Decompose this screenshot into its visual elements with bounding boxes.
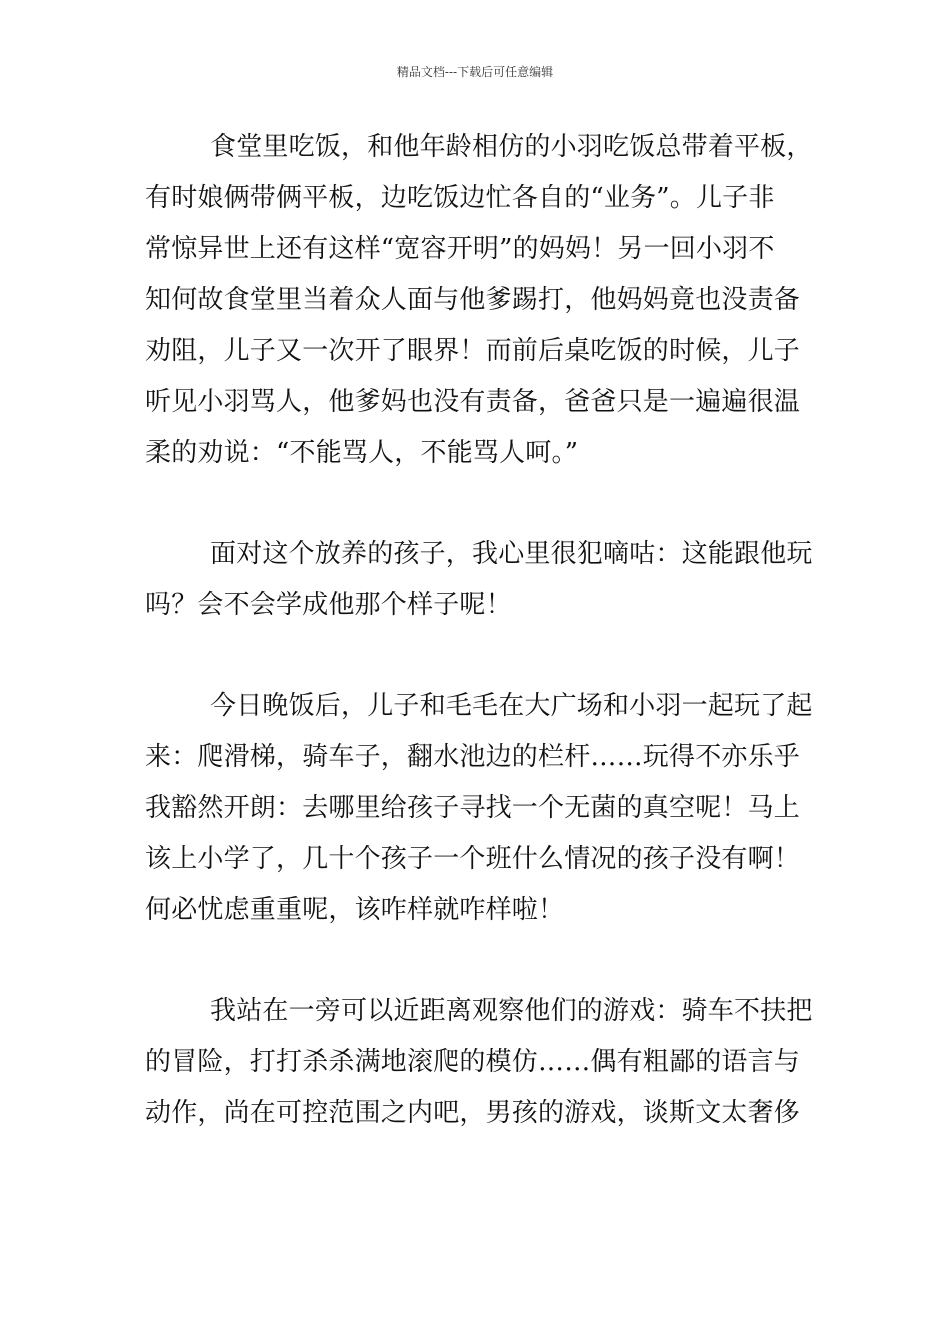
text-line: 的冒险，打打杀杀满地滚爬的模仿……偶有粗鄙的语言与 [145, 1047, 801, 1077]
text-line: 劝阻，儿子又一次开了眼界！而前后桌吃饭的时候，儿子 [145, 336, 801, 366]
page-header: 精品文档---下载后可任意编辑 [396, 65, 554, 79]
paragraph-4 [145, 986, 813, 1139]
text-line: 今日晚饭后，儿子和毛毛在大广场和小羽一起玩了起 [210, 691, 813, 721]
text-line: 食堂里吃饭，和他年龄相仿的小羽吃饭总带着平板， [210, 132, 813, 162]
text-line: 柔的劝说：“不能骂人，不能骂人呵。” [145, 438, 579, 468]
text-line: 动作，尚在可控范围之内吧，男孩的游戏，谈斯文太奢侈 [145, 1098, 801, 1128]
text-line: 知何故食堂里当着众人面与他爹踢打，他妈妈竟也没责备 [145, 285, 801, 315]
text-line: 何必忧虑重重呢，该咋样就咋样啦！ [145, 895, 565, 925]
paragraph-spacer [145, 936, 810, 986]
text-line: 吗？会不会学成他那个样子呢！ [145, 590, 512, 620]
text-line: 该上小学了，几十个孩子一个班什么情况的孩子没有啊！ [145, 844, 801, 874]
text-line: 有时娘俩带俩平板，边吃饭边忙各自的“业务”。儿子非 [145, 183, 775, 213]
paragraph-2 [145, 529, 813, 631]
text-line: 我站在一旁可以近距离观察他们的游戏：骑车不扶把 [210, 996, 813, 1026]
paragraph-1 [145, 122, 813, 479]
document-body [145, 122, 813, 1139]
paragraph-3 [145, 681, 813, 936]
paragraph-spacer [145, 631, 810, 681]
text-line: 来：爬滑梯，骑车子，翻水池边的栏杆……玩得不亦乐乎 [145, 742, 801, 772]
paragraph-spacer [145, 479, 810, 529]
text-line: 面对这个放养的孩子，我心里很犯嘀咕：这能跟他玩 [210, 539, 813, 569]
text-line: 听见小羽骂人，他爹妈也没有责备，爸爸只是一遍遍很温 [145, 387, 801, 417]
text-line: 常惊异世上还有这样“宽容开明”的妈妈！另一回小羽不 [145, 234, 775, 264]
text-line: 我豁然开朗：去哪里给孩子寻找一个无菌的真空呢！马上 [145, 793, 801, 823]
